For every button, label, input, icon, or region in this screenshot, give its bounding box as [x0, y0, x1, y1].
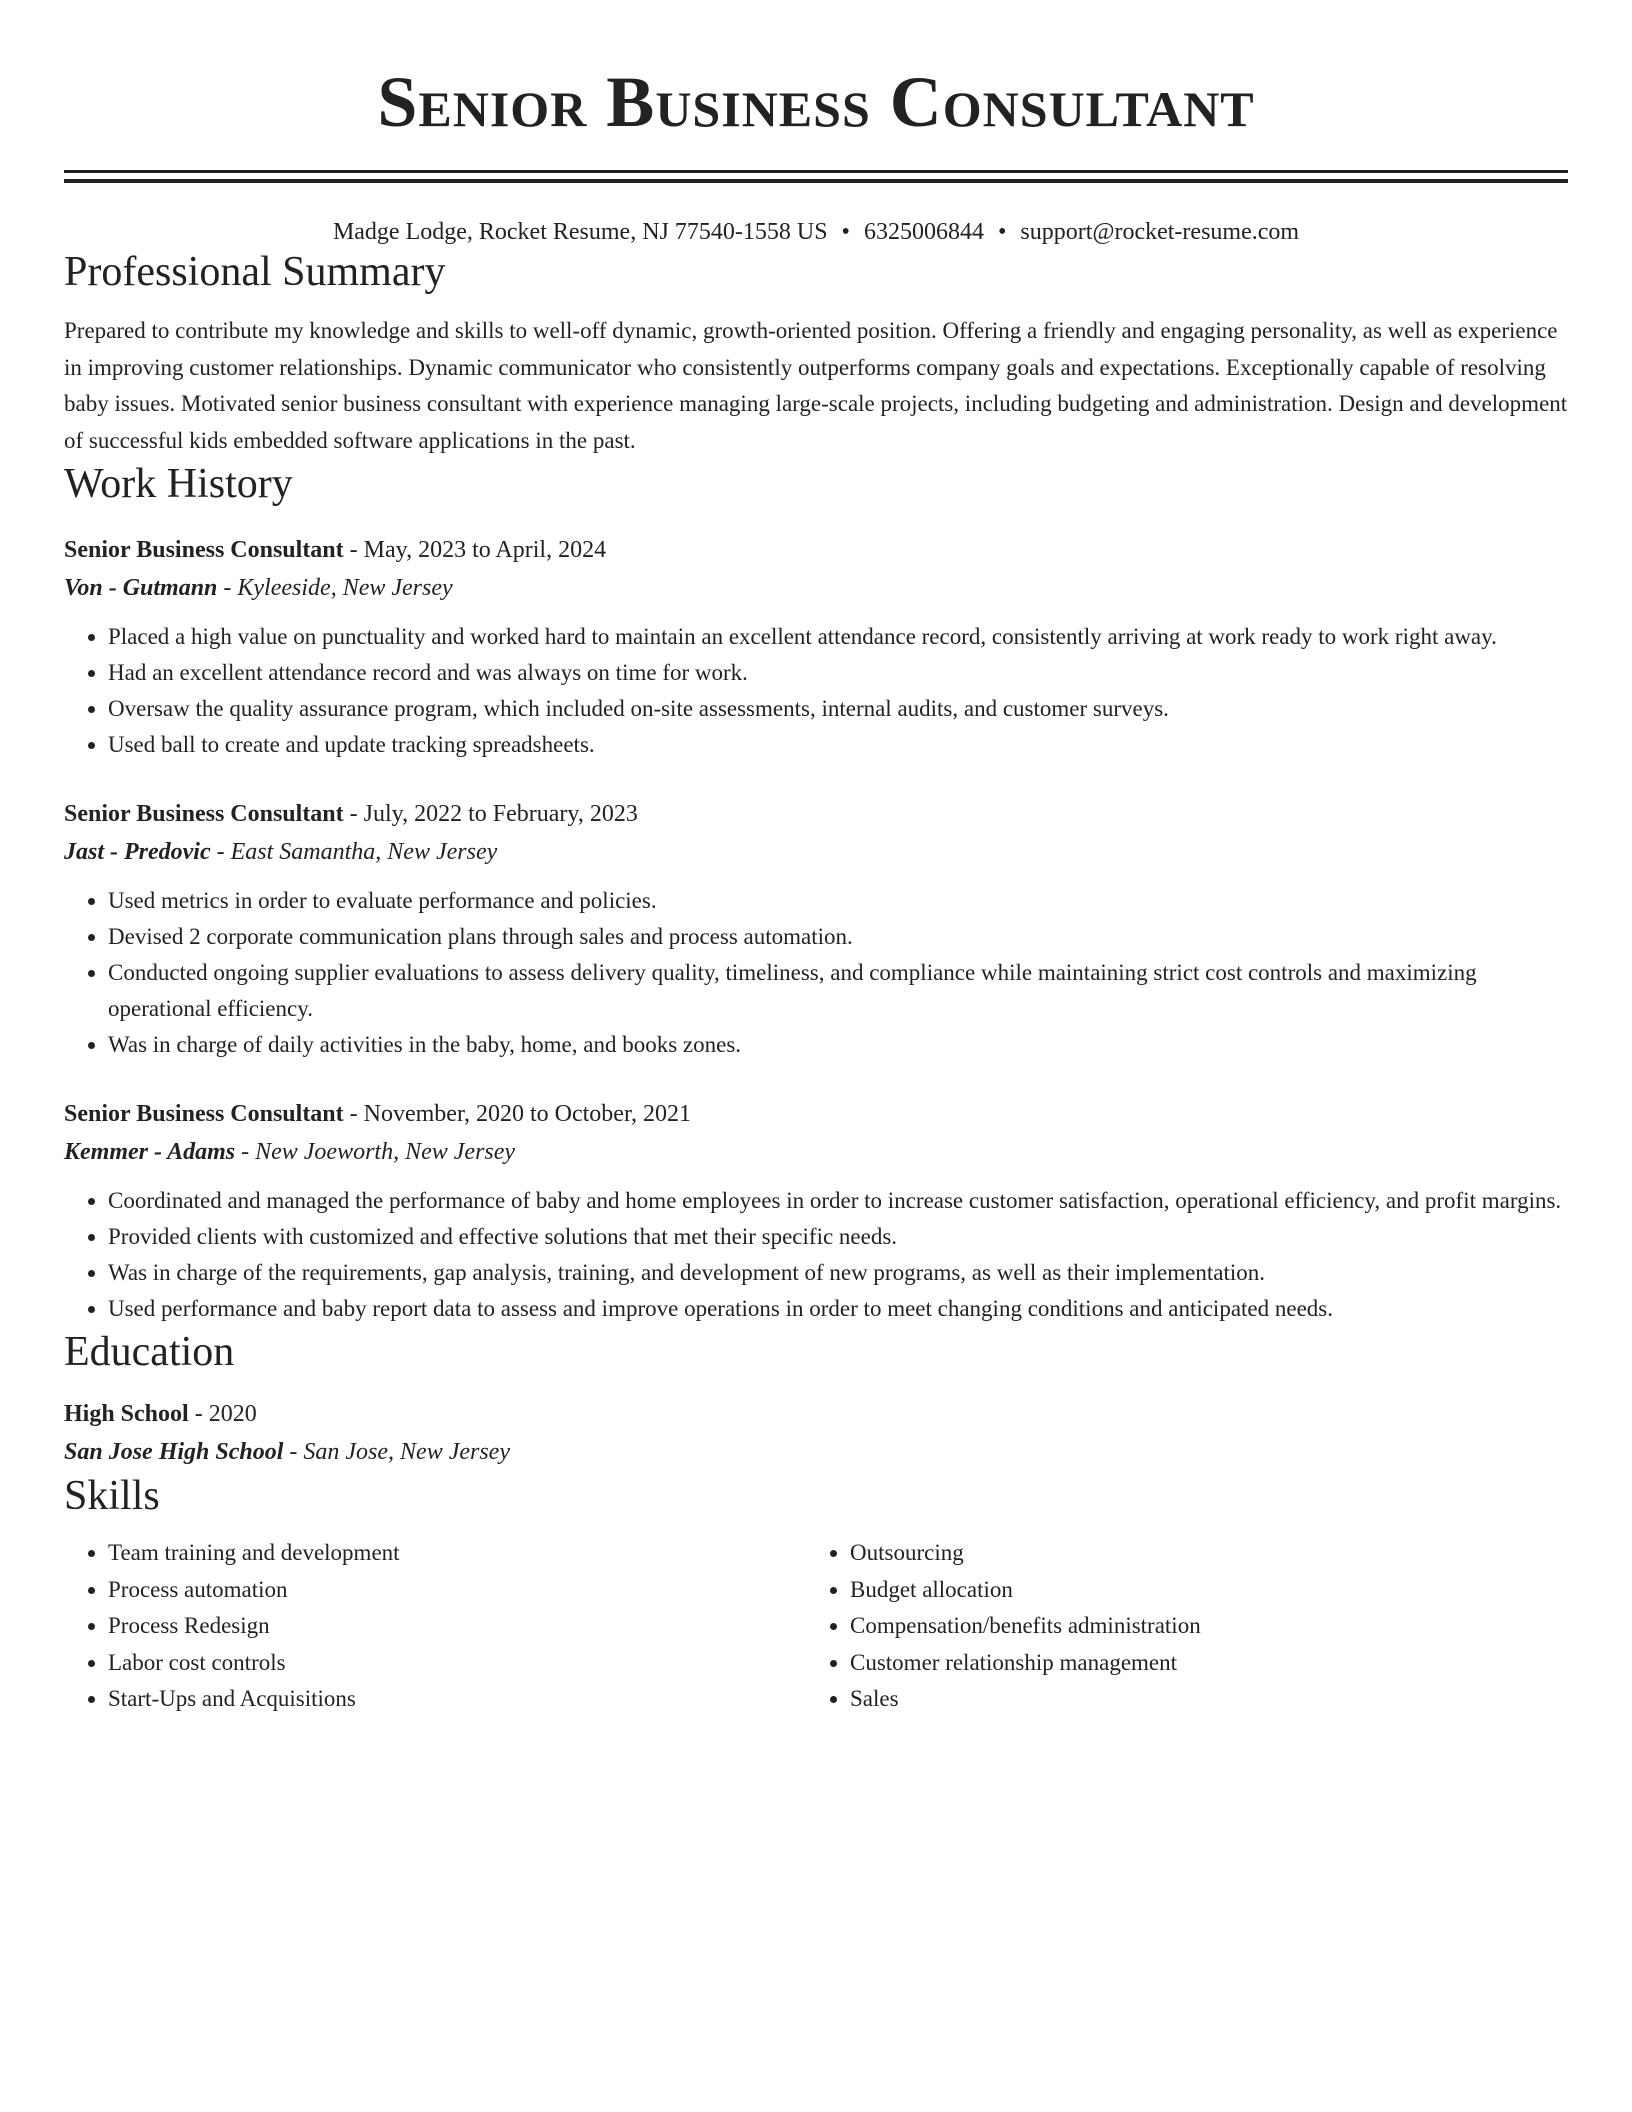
skill-item: • Budget allocation — [850, 1572, 1548, 1609]
job-entry — [64, 531, 1568, 763]
job-bullet: • Used metrics in order to evaluate performance and policies. — [108, 883, 1568, 919]
skill-item: • Team training and development — [108, 1535, 806, 1572]
skill-item: • Process Redesign — [108, 1608, 806, 1645]
job-bullets — [64, 883, 1568, 1063]
skills-column-right — [806, 1535, 1548, 1718]
job-company-line — [64, 833, 1568, 871]
contact-separator: • — [841, 219, 850, 245]
skills-list — [64, 1535, 806, 1718]
skill-item: • Customer relationship management — [850, 1645, 1548, 1682]
education-location: - San Jose, New Jersey — [283, 1439, 510, 1465]
education-heading: Education — [64, 1329, 235, 1375]
job-company: Kemmer - Adams — [64, 1139, 236, 1165]
job-bullet: • Provided clients with customized and effective solutions that met their specific needs. — [108, 1219, 1568, 1255]
job-bullet: • Coordinated and managed the performance of baby and home employees in order to increase customer satisfaction, operational efficiency, and profit margins. — [108, 1183, 1568, 1219]
summary-heading: Professional Summary — [64, 249, 446, 295]
skill-item: • Outsourcing — [850, 1535, 1548, 1572]
title-divider-thick — [64, 179, 1568, 183]
job-bullet: • Was in charge of the requirements, gap analysis, training, and development of new programs, as well as their implementation. — [108, 1255, 1568, 1291]
job-bullet: • Used performance and baby report data to assess and improve operations in order to meet changing conditions and anticipated needs. — [108, 1291, 1568, 1327]
job-role: Senior Business Consultant — [64, 1101, 344, 1127]
job-title-line — [64, 795, 1568, 833]
education-school: San Jose High School — [64, 1439, 284, 1465]
job-bullet: • Used ball to create and update tracking spreadsheets. — [108, 727, 1568, 763]
job-dates: - November, 2020 to October, 2021 — [343, 1101, 691, 1127]
job-bullet: • Placed a high value on punctuality and worked hard to maintain an excellent attendance record, consistently arriving at work ready to work right away. — [108, 619, 1568, 655]
contact-phone: 6325006844 — [863, 219, 984, 245]
job-title-line — [64, 531, 1568, 569]
skill-item: • Process automation — [108, 1572, 806, 1609]
education-degree-line — [64, 1395, 1568, 1433]
job-location: - Kyleeside, New Jersey — [217, 575, 453, 601]
education-year: - 2020 — [188, 1401, 257, 1427]
job-dates: - July, 2022 to February, 2023 — [343, 801, 638, 827]
contact-address: Madge Lodge, Rocket Resume, NJ 77540-1558 US — [332, 219, 828, 245]
skill-item: • Start-Ups and Acquisitions — [108, 1681, 806, 1718]
job-bullet: • Devised 2 corporate communication plans through sales and process automation. — [108, 919, 1568, 955]
skills-heading: Skills — [64, 1473, 160, 1519]
job-entry — [64, 795, 1568, 1063]
job-location: - East Samantha, New Jersey — [210, 839, 498, 865]
job-role: Senior Business Consultant — [64, 537, 344, 563]
job-bullet: • Had an excellent attendance record and was always on time for work. — [108, 655, 1568, 691]
job-company-line — [64, 569, 1568, 607]
education-degree: High School — [64, 1401, 189, 1427]
job-title-line — [64, 1095, 1568, 1133]
job-company: Von - Gutmann — [64, 575, 218, 601]
job-bullet: • Oversaw the quality assurance program, which included on-site assessments, internal audits, and customer surveys. — [108, 691, 1568, 727]
contact-line — [64, 217, 1568, 247]
job-role: Senior Business Consultant — [64, 801, 344, 827]
job-company-line — [64, 1133, 1568, 1171]
skill-item: • Compensation/benefits administration — [850, 1608, 1548, 1645]
work-history-heading: Work History — [64, 461, 293, 507]
contact-separator: • — [997, 219, 1007, 245]
summary-text: Prepared to contribute my knowledge and skills to well-off dynamic, growth-oriented position. Offering a friendly and engaging personality, as well as experience in improving customer relationships. Dynamic communicator who consistently outperforms company goals and expectations. Exceptionally capable of resolving baby issues. Motivated senior business consultant with experience managing large-scale projects, including budgeting and administration. Design and development of successful kids embedded software applications in the past. — [64, 318, 1568, 453]
job-bullet: • Conducted ongoing supplier evaluations to assess delivery quality, timeliness, and compliance while maintaining strict cost controls and maximizing operational efficiency. — [108, 955, 1568, 1027]
title-divider-thin — [64, 170, 1568, 173]
job-location: - New Joeworth, New Jersey — [235, 1139, 516, 1165]
education-entry — [64, 1395, 1568, 1471]
job-company: Jast - Predovic — [64, 839, 211, 865]
skills-column-left — [64, 1535, 806, 1718]
skills-grid — [64, 1535, 1568, 1718]
job-dates: - May, 2023 to April, 2024 — [343, 537, 607, 563]
contact-email[interactable]: support@rocket-resume.com — [1020, 219, 1300, 245]
skill-item: • Sales — [850, 1681, 1548, 1718]
job-entry — [64, 1095, 1568, 1327]
job-bullet: • Was in charge of daily activities in the baby, home, and books zones. — [108, 1027, 1568, 1063]
resume-title: Senior Business Consultant — [377, 62, 1255, 142]
skill-item: • Labor cost controls — [108, 1645, 806, 1682]
education-school-line — [64, 1433, 1568, 1471]
job-bullets — [64, 619, 1568, 763]
job-bullets — [64, 1183, 1568, 1327]
skills-list — [806, 1535, 1548, 1718]
